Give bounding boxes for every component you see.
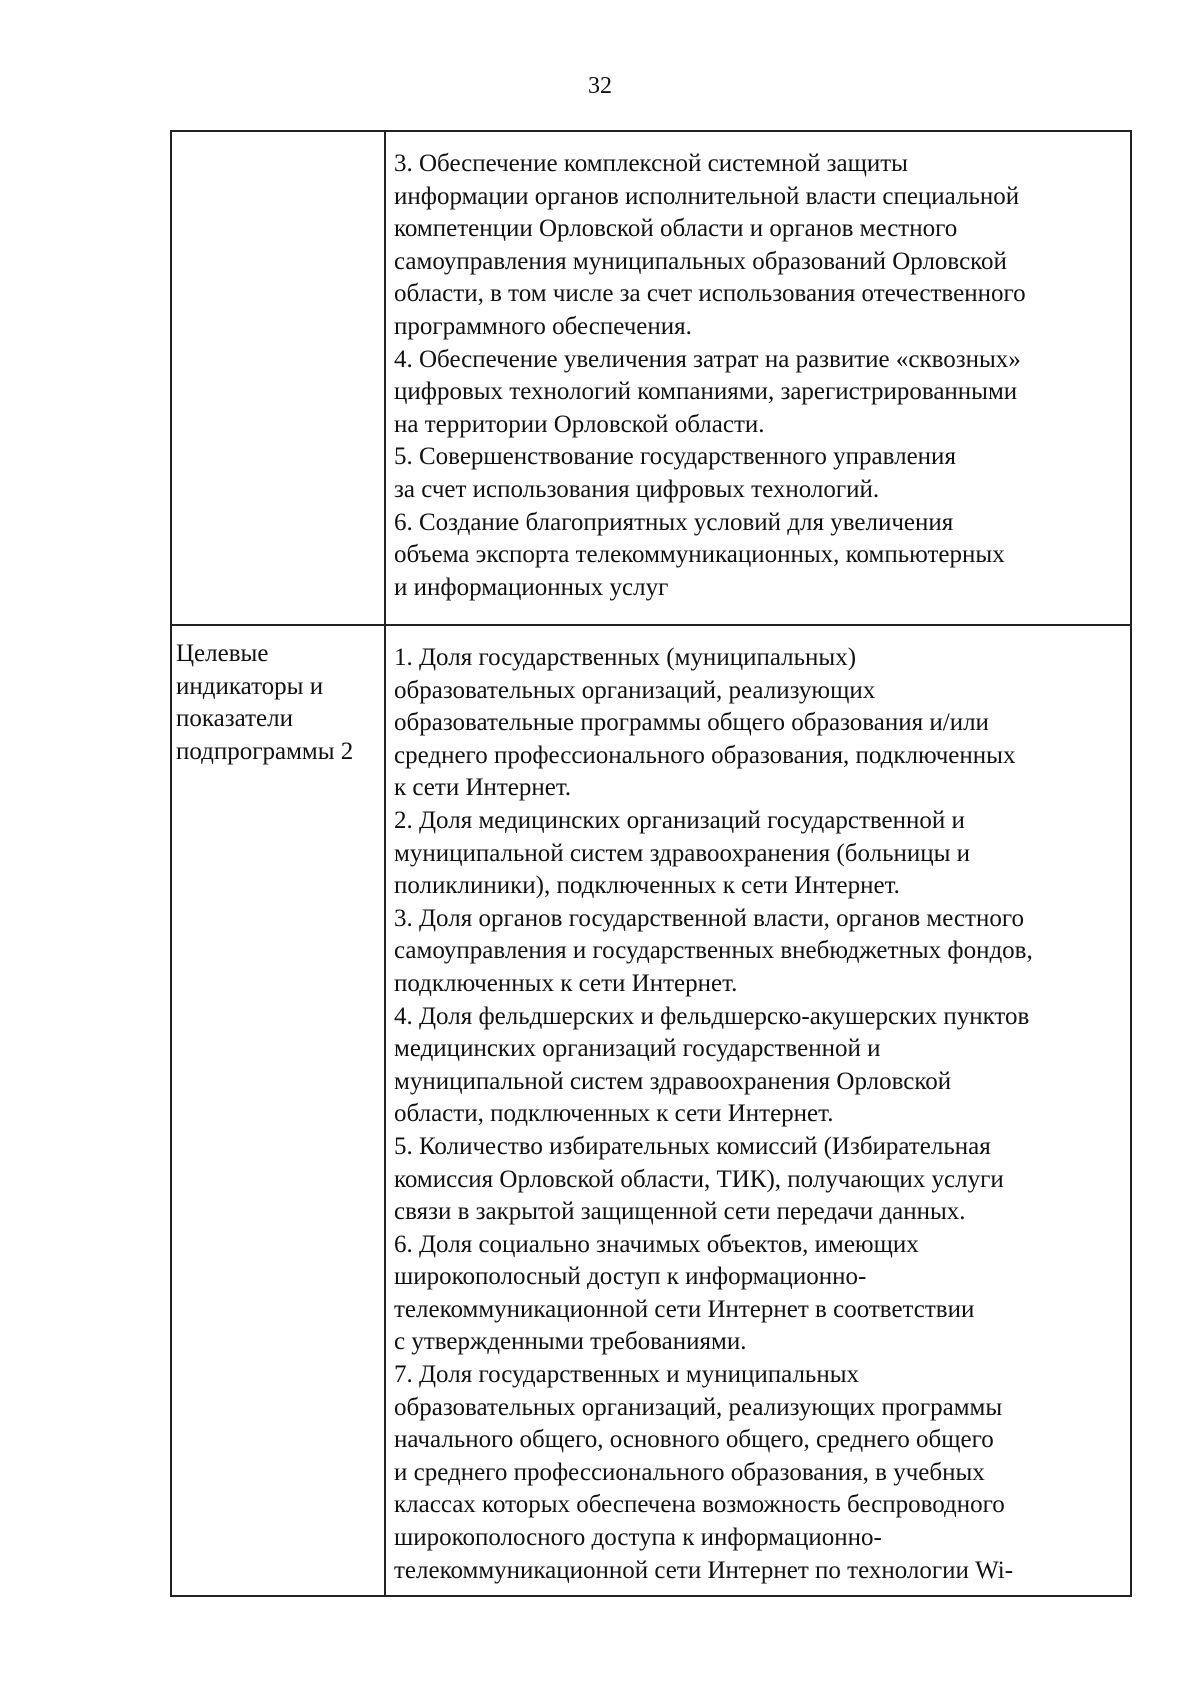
content-line: самоуправления муниципальных образований Орловской xyxy=(394,247,1007,275)
content-line: образовательные программы общего образования и/или xyxy=(394,709,989,737)
label-line: Целевые xyxy=(176,640,269,667)
content-line: 6. Доля социально значимых объектов, имеющих xyxy=(394,1230,919,1258)
content-line: связи в закрытой защищенной сети передачи данных. xyxy=(394,1198,966,1226)
content-line: 4. Обеспечение увеличения затрат на развитие «сквозных» xyxy=(394,345,1021,373)
content-line: цифровых технологий компаниями, зарегистрированными xyxy=(394,378,1018,406)
content-line: 4. Доля фельдшерских и фельдшерско-акушерских пунктов xyxy=(394,1002,1030,1030)
content-line: и информационных услуг xyxy=(394,573,669,601)
content-line: комиссия Орловской области, ТИК), получающих услуги xyxy=(394,1165,1004,1193)
content-line: области, подключенных к сети Интернет. xyxy=(394,1100,834,1128)
content-line: образовательных организаций, реализующих программы xyxy=(394,1393,1003,1421)
content-line: и среднего профессионального образования, в учебных xyxy=(394,1458,985,1486)
content-line: телекоммуникационной сети Интернет по технологии Wi- xyxy=(394,1556,1014,1584)
content-line: классах которых обеспечена возможность беспроводного xyxy=(394,1491,1005,1519)
row-content-cell xyxy=(385,625,1131,1596)
content-line: образовательных организаций, реализующих xyxy=(394,676,876,704)
content-line: 5. Совершенствование государственного управления xyxy=(394,443,956,471)
content-line: программного обеспечения. xyxy=(394,312,692,340)
content-line: 2. Доля медицинских организаций государственной и xyxy=(394,806,965,834)
row-label-cell xyxy=(171,131,385,625)
content-line: муниципальной систем здравоохранения (больницы и xyxy=(394,839,971,867)
content-line: 3. Доля органов государственной власти, органов местного xyxy=(394,904,1024,932)
label-line: подпрограммы 2 xyxy=(176,737,354,765)
row-label-cell xyxy=(171,625,385,1596)
content-line: среднего профессионального образования, подключенных xyxy=(394,741,1016,769)
program-passport-table xyxy=(170,130,1132,1597)
content-line: телекоммуникационной сети Интернет в соответствии xyxy=(394,1295,975,1323)
table-row xyxy=(171,625,1131,1596)
content-line: подключенных к сети Интернет. xyxy=(394,969,738,997)
content-line: с утвержденными требованиями. xyxy=(394,1328,747,1356)
content-line: широкополосный доступ к информационно- xyxy=(394,1263,867,1291)
content-line: 3. Обеспечение комплексной системной защиты xyxy=(394,150,908,177)
content-line: к сети Интернет. xyxy=(394,774,572,802)
content-line: 7. Доля государственных и муниципальных xyxy=(394,1361,860,1389)
content-line: объема экспорта телекоммуникационных, компьютерных xyxy=(394,541,1005,569)
row-content-cell xyxy=(385,131,1131,625)
content-line: 1. Доля государственных (муниципальных) xyxy=(394,644,857,671)
content-line: области, в том числе за счет использования отечественного xyxy=(394,280,1026,308)
content-line: на территории Орловской области. xyxy=(394,410,765,438)
label-line: показатели xyxy=(176,705,293,733)
content-line: компетенции Орловской области и органов местного xyxy=(394,215,958,243)
page-number: 32 xyxy=(588,73,612,99)
content-line: начального общего, основного общего, среднего общего xyxy=(394,1426,994,1454)
label-line: индикаторы и xyxy=(176,672,324,700)
content-line: медицинских организаций государственной и xyxy=(394,1035,881,1063)
table-row xyxy=(171,131,1131,625)
content-line: поликлиники), подключенных к сети Интернет. xyxy=(394,872,900,900)
content-line: 5. Количество избирательных комиссий (Избирательная xyxy=(394,1132,991,1160)
content-line: информации органов исполнительной власти специальной xyxy=(394,182,1020,210)
table-body xyxy=(171,131,1131,1596)
content-line: широкополосного доступа к информационно- xyxy=(394,1524,882,1552)
content-line: 6. Создание благоприятных условий для увеличения xyxy=(394,508,954,536)
content-line: за счет использования цифровых технологий. xyxy=(394,475,880,503)
content-line: самоуправления и государственных внебюджетных фондов, xyxy=(394,937,1033,965)
content-line: муниципальной систем здравоохранения Орловской xyxy=(394,1067,952,1095)
